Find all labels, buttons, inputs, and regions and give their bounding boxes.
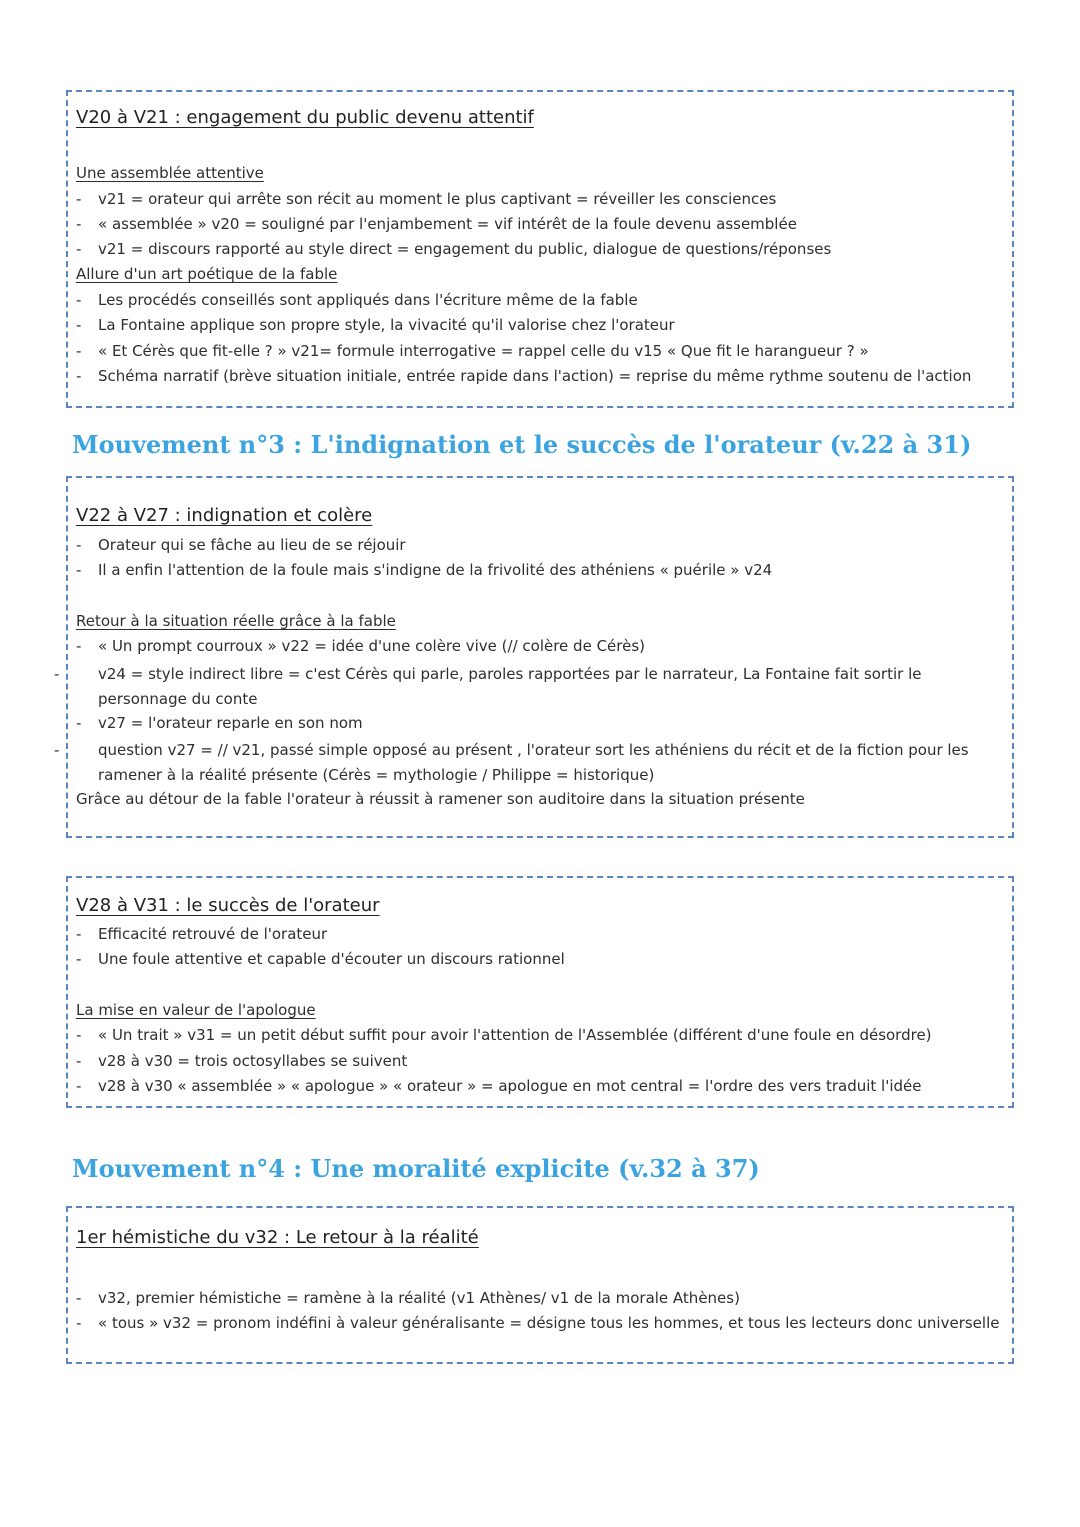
movement-4-title: Mouvement n°4 : Une moralité explicite (v.32 à 37) <box>72 1154 760 1183</box>
section-heading: V28 à V31 : le succès de l'orateur <box>76 895 380 916</box>
bullet-item: - « Un prompt courroux » v22 = idée d'une colère vive (// colère de Cérès) <box>76 637 646 655</box>
bullet-item: - Une foule attentive et capable d'écouter un discours rationnel <box>76 950 565 968</box>
bullet-item: - v27 = l'orateur reparle en son nom <box>76 714 363 732</box>
subheading: La mise en valeur de l'apologue <box>76 1001 316 1019</box>
bullet-item: - v28 à v30 « assemblée » « apologue » « orateur » = apologue en mot central = l'ordre des vers traduit l'idée <box>76 1077 922 1095</box>
conclusion-text: Grâce au détour de la fable l'orateur à réussit à ramener son auditoire dans la situation présente <box>76 790 805 808</box>
section-heading: V20 à V21 : engagement du public devenu attentif <box>76 107 534 128</box>
bullet-item: - v32, premier hémistiche = ramène à la réalité (v1 Athènes/ v1 de la morale Athènes) <box>76 1289 740 1307</box>
subheading: Une assemblée attentive <box>76 164 264 182</box>
bullet-item: - v24 = style indirect libre = c'est Cérès qui parle, paroles rapportées par le narrateur, La Fontaine fait sortir le personnage du conte <box>54 665 922 708</box>
bullet-item: - La Fontaine applique son propre style, la vivacité qu'il valorise chez l'orateur <box>76 316 675 334</box>
section-box-v28-v31 <box>66 876 1014 1108</box>
bullet-item: - Les procédés conseillés sont appliqués dans l'écriture même de la fable <box>76 291 638 309</box>
bullet-item: - v28 à v30 = trois octosyllabes se suivent <box>76 1052 408 1070</box>
bullet-item: - « Et Cérès que fit-elle ? » v21= formule interrogative = rappel celle du v15 « Que fit le harangueur ? » <box>76 342 869 360</box>
subheading: Allure d'un art poétique de la fable <box>76 265 338 283</box>
bullet-item: - Efficacité retrouvé de l'orateur <box>76 925 328 943</box>
bullet-item: - Orateur qui se fâche au lieu de se réjouir <box>76 536 406 554</box>
section-heading: 1er hémistiche du v32 : Le retour à la réalité <box>76 1227 479 1248</box>
bullet-item: - Il a enfin l'attention de la foule mais s'indigne de la frivolité des athéniens « puérile » v24 <box>76 561 773 579</box>
section-box-v20-v21 <box>66 90 1014 408</box>
section-box-v32 <box>66 1206 1014 1364</box>
bullet-item: - question v27 = // v21, passé simple opposé au présent , l'orateur sort les athéniens du récit et de la fiction pour les ramener à la réalité présente (Cérès = mythologie / Philippe = historique) <box>54 741 969 784</box>
section-heading: V22 à V27 : indignation et colère <box>76 505 373 526</box>
section-box-v22-v27 <box>54 476 1014 838</box>
subheading: Retour à la situation réelle grâce à la fable <box>76 612 396 630</box>
movement-3-title: Mouvement n°3 : L'indignation et le succès de l'orateur (v.22 à 31) <box>72 430 972 459</box>
bullet-item: - « assemblée » v20 = souligné par l'enjambement = vif intérêt de la foule devenu assemblée <box>76 215 797 233</box>
bullet-item: - « Un trait » v31 = un petit début suffit pour avoir l'attention de l'Assemblée (différent d'une foule en désordre) <box>76 1026 932 1044</box>
bullet-item: - « tous » v32 = pronom indéfini à valeur généralisante = désigne tous les hommes, et tous les lecteurs donc universelle <box>76 1314 1000 1332</box>
bullet-item: - v21 = orateur qui arrête son récit au moment le plus captivant = réveiller les consciences <box>76 190 777 208</box>
bullet-item: - Schéma narratif (brève situation initiale, entrée rapide dans l'action) = reprise du même rythme soutenu de l'action <box>76 367 972 385</box>
bullet-item: - v21 = discours rapporté au style direct = engagement du public, dialogue de questions/réponses <box>76 240 832 258</box>
